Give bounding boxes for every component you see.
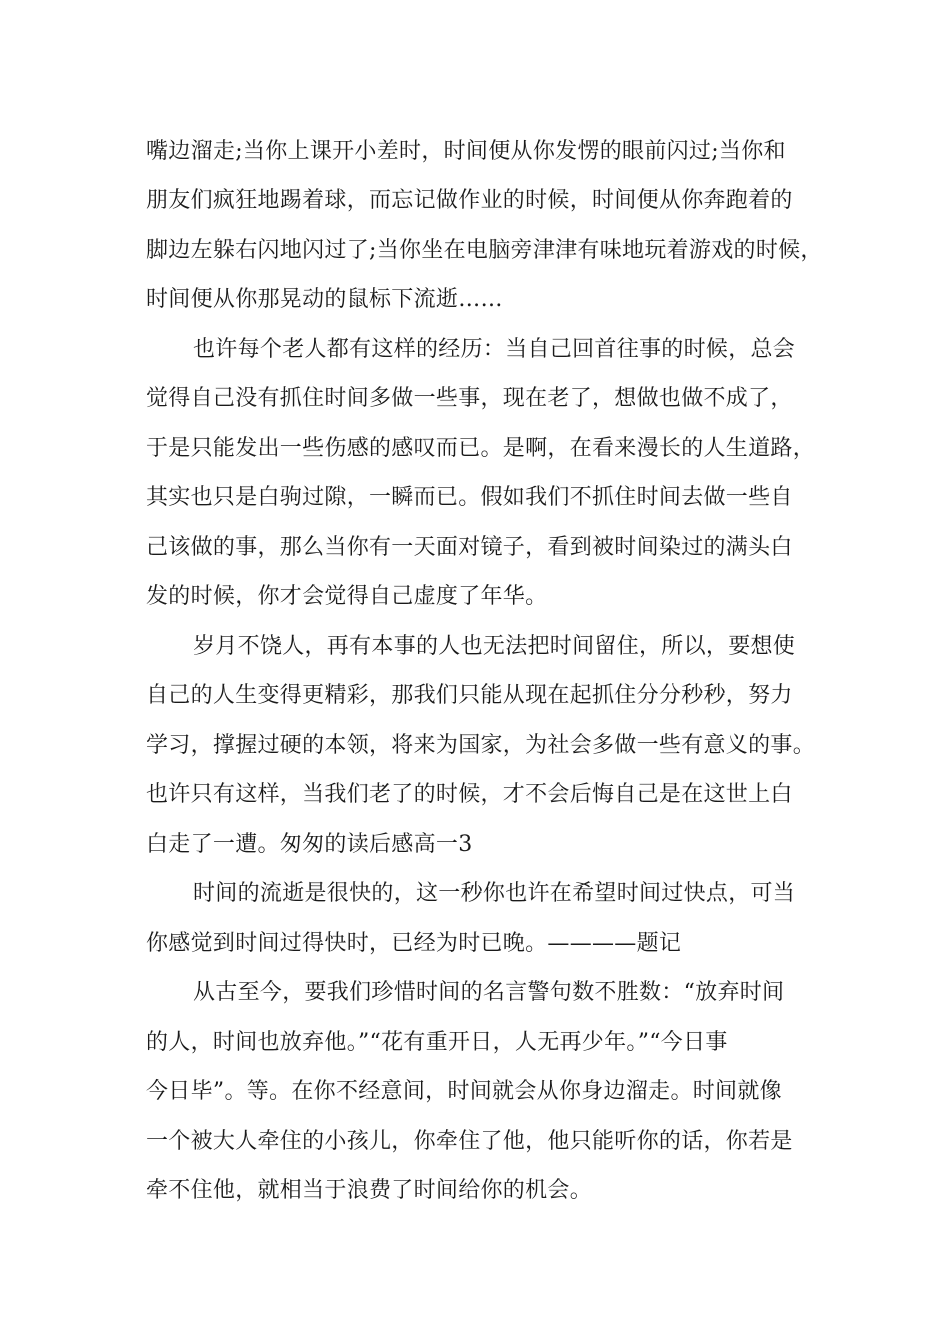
text-line: 嘴边溜走;当你上课开小差时，时间便从你发愣的眼前闪过;当你和 — [146, 139, 786, 164]
text-line: 学习，撑握过硬的本领，将来为国家，为社会多做一些有意义的事。 — [146, 733, 816, 758]
text-line: 自己的人生变得更精彩，那我们只能从现在起抓住分分秒秒，努力 — [146, 683, 793, 708]
paragraph-first-line: 也许每个老人都有这样的经历：当自己回首往事的时候，总会 — [193, 337, 796, 362]
text-line: 今日毕”。等。在你不经意间，时间就会从你身边溜走。时间就像 — [146, 1079, 782, 1104]
paragraph-first-line: 岁月不饶人，再有本事的人也无法把时间留住，所以，要想使 — [193, 634, 796, 659]
paragraph-first-line: 从古至今，要我们珍惜时间的名言警句数不胜数：“放弃时间 — [193, 980, 785, 1005]
text-line: 时间便从你那晃动的鼠标下流逝…… — [146, 287, 503, 312]
text-line: 也许只有这样，当我们老了的时候，才不会后悔自己是在这世上白 — [146, 782, 793, 807]
text-line: 于是只能发出一些伤感的感叹而已。是啊，在看来漫长的人生道路， — [146, 436, 816, 461]
text-line: 己该做的事，那么当你有一天面对镜子，看到被时间染过的满头白 — [146, 535, 793, 560]
text-line: 牵不住他，就相当于浪费了时间给你的机会。 — [146, 1178, 593, 1203]
text-line: 发的时候，你才会觉得自己虚度了年华。 — [146, 584, 548, 609]
text-line: 朋友们疯狂地踢着球，而忘记做作业的时候，时间便从你奔跑着的 — [146, 188, 793, 213]
text-line: 你感觉到时间过得快时，已经为时已晚。————题记 — [146, 931, 682, 956]
text-line: 脚边左躲右闪地闪过了;当你坐在电脑旁津津有味地玩着游戏的时候， — [146, 238, 823, 263]
text-line: 一个被大人牵住的小孩儿，你牵住了他，他只能听你的话，你若是 — [146, 1129, 793, 1154]
text-line: 白走了一遭。匆匆的读后感高一3 — [146, 832, 473, 857]
text-line: 觉得自己没有抓住时间多做一些事，现在老了，想做也做不成了， — [146, 386, 793, 411]
text-line: 的人，时间也放弃他。”“花有重开日，人无再少年。”“今日事 — [146, 1030, 728, 1055]
text-line: 其实也只是白驹过隙，一瞬而已。假如我们不抓住时间去做一些自 — [146, 485, 793, 510]
paragraph-first-line: 时间的流逝是很快的，这一秒你也许在希望时间过快点，可当 — [193, 881, 796, 906]
